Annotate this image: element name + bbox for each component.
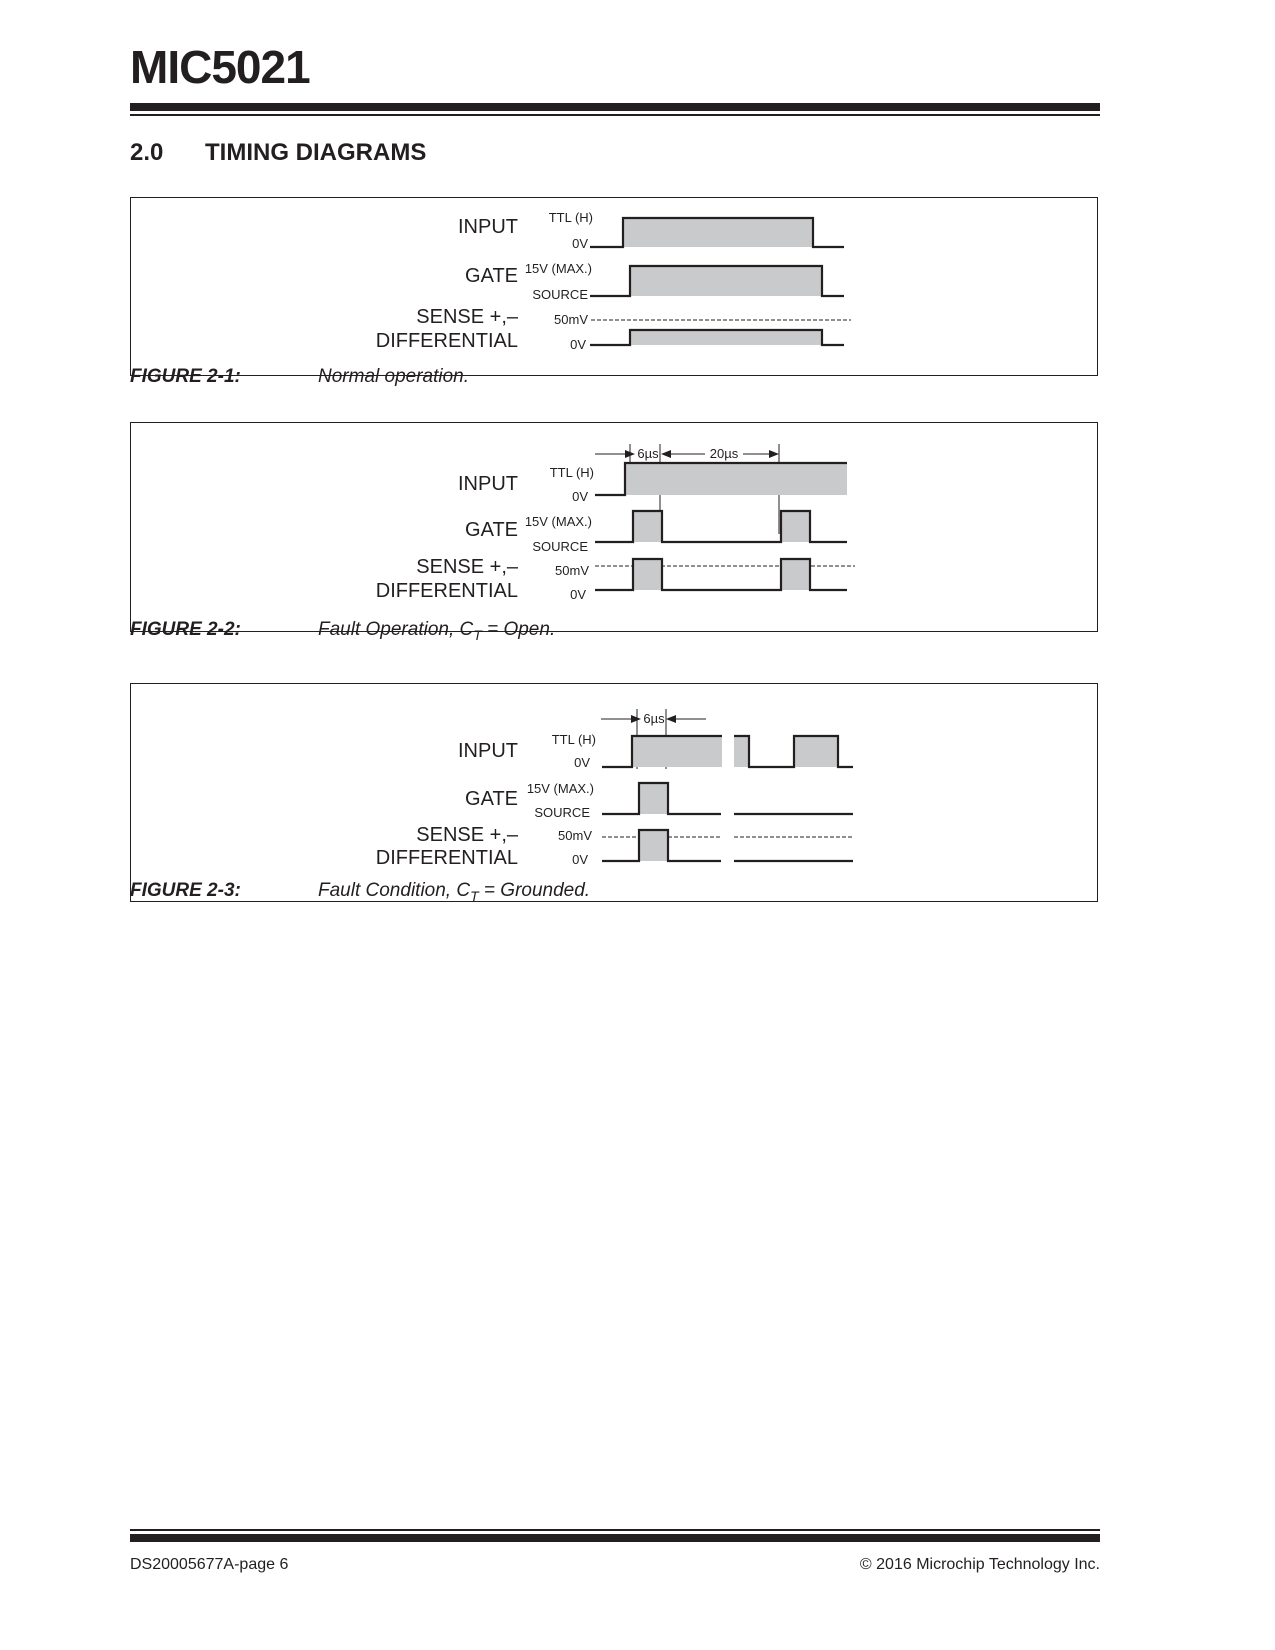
level-source: SOURCE	[534, 805, 590, 820]
figure-label: FIGURE 2-1:	[130, 366, 241, 387]
sense-waveform	[595, 559, 847, 590]
level-50mv: 50mV	[555, 563, 589, 578]
caption-prefix: Fault Condition, C	[318, 880, 471, 901]
level-0v: 0V	[574, 755, 590, 770]
figure-label: FIGURE 2-3:	[130, 880, 241, 901]
timing-6us: 6µs	[637, 446, 659, 461]
sense-pulse-fill	[639, 830, 668, 861]
level-50mv: 50mV	[554, 312, 588, 327]
section-heading	[130, 139, 426, 167]
timing-diagram-fault-open	[131, 423, 1097, 631]
timing-diagram-fault-grounded	[131, 684, 1097, 901]
level-ttl-high: TTL (H)	[549, 465, 594, 480]
gate-pulse-fill	[630, 266, 822, 296]
differential-label: DIFFERENTIAL	[375, 330, 518, 352]
input-pulse-fill	[632, 736, 722, 767]
arrow-6us-head-left	[631, 715, 641, 723]
figure-2-1-diagram	[130, 197, 1098, 376]
timing-diagram-normal	[131, 198, 1097, 375]
sense-pulse-1-fill	[633, 559, 662, 590]
input-pulse-fill	[623, 218, 813, 247]
figure-caption-text	[318, 880, 590, 904]
level-ttl-high: TTL (H)	[548, 210, 593, 225]
arrow-20us-head-right	[769, 450, 779, 458]
level-50mv: 50mV	[558, 828, 592, 843]
caption-subscript: T	[473, 626, 482, 643]
level-0v: 0V	[572, 489, 588, 504]
figure-2-2-diagram	[130, 422, 1098, 632]
gate-label: GATE	[465, 265, 518, 287]
input-label: INPUT	[458, 740, 518, 762]
level-0v-sense: 0V	[570, 337, 586, 352]
timing-6us: 6µs	[643, 711, 665, 726]
figure-caption-text	[318, 619, 555, 643]
caption-suffix: = Grounded.	[478, 880, 591, 901]
sense-label: SENSE +,–	[416, 556, 518, 578]
gate-pulse-1-fill	[633, 511, 662, 542]
sense-label: SENSE +,–	[416, 306, 518, 328]
level-0v-sense: 0V	[572, 852, 588, 867]
figure-label: FIGURE 2-2:	[130, 619, 241, 640]
level-source: SOURCE	[532, 287, 588, 302]
footer-copyright: © 2016 Microchip Technology Inc.	[859, 1556, 1100, 1573]
gate-label: GATE	[465, 519, 518, 541]
level-15v-max: 15V (MAX.)	[524, 261, 592, 276]
arrow-20us-head-left	[661, 450, 671, 458]
header-rule-thin	[130, 114, 1100, 116]
differential-label: DIFFERENTIAL	[375, 847, 518, 869]
gate-waveform	[595, 511, 847, 542]
header-rule-thick	[130, 103, 1100, 111]
document-title: MIC5021	[130, 41, 310, 93]
input-label: INPUT	[458, 473, 518, 495]
footer-doc-id: DS20005677A-page 6	[130, 1556, 289, 1573]
section-title: TIMING DIAGRAMS	[205, 139, 427, 166]
input-pulse-next-fill	[794, 736, 838, 767]
input-label: INPUT	[458, 216, 518, 238]
level-15v-max: 15V (MAX.)	[526, 781, 594, 796]
sense-pulse-2-fill	[781, 559, 810, 590]
caption-suffix: = Open.	[481, 619, 556, 640]
sense-label: SENSE +,–	[416, 824, 518, 846]
figure-caption-text: Normal operation.	[318, 366, 470, 387]
caption-subscript: T	[470, 887, 479, 904]
sense-pulse-fill	[630, 330, 822, 345]
level-source: SOURCE	[532, 539, 588, 554]
level-0v: 0V	[572, 236, 588, 251]
input-pulse-fill	[625, 463, 847, 495]
caption-prefix: Fault Operation, C	[318, 619, 474, 640]
timing-20us: 20µs	[709, 446, 739, 461]
gate-pulse-fill	[639, 783, 668, 814]
footer-rule-thin	[130, 1529, 1100, 1531]
section-number: 2.0	[130, 139, 164, 166]
level-15v-max: 15V (MAX.)	[524, 514, 592, 529]
level-ttl-high: TTL (H)	[551, 732, 596, 747]
differential-label: DIFFERENTIAL	[375, 580, 518, 602]
input-pulse-tail-fill	[734, 736, 749, 767]
gate-pulse-2-fill	[781, 511, 810, 542]
footer-rule-thick	[130, 1534, 1100, 1542]
gate-label: GATE	[465, 788, 518, 810]
level-0v-sense: 0V	[570, 587, 586, 602]
arrow-6us-head-right	[666, 715, 676, 723]
figure-2-3-diagram	[130, 683, 1098, 902]
